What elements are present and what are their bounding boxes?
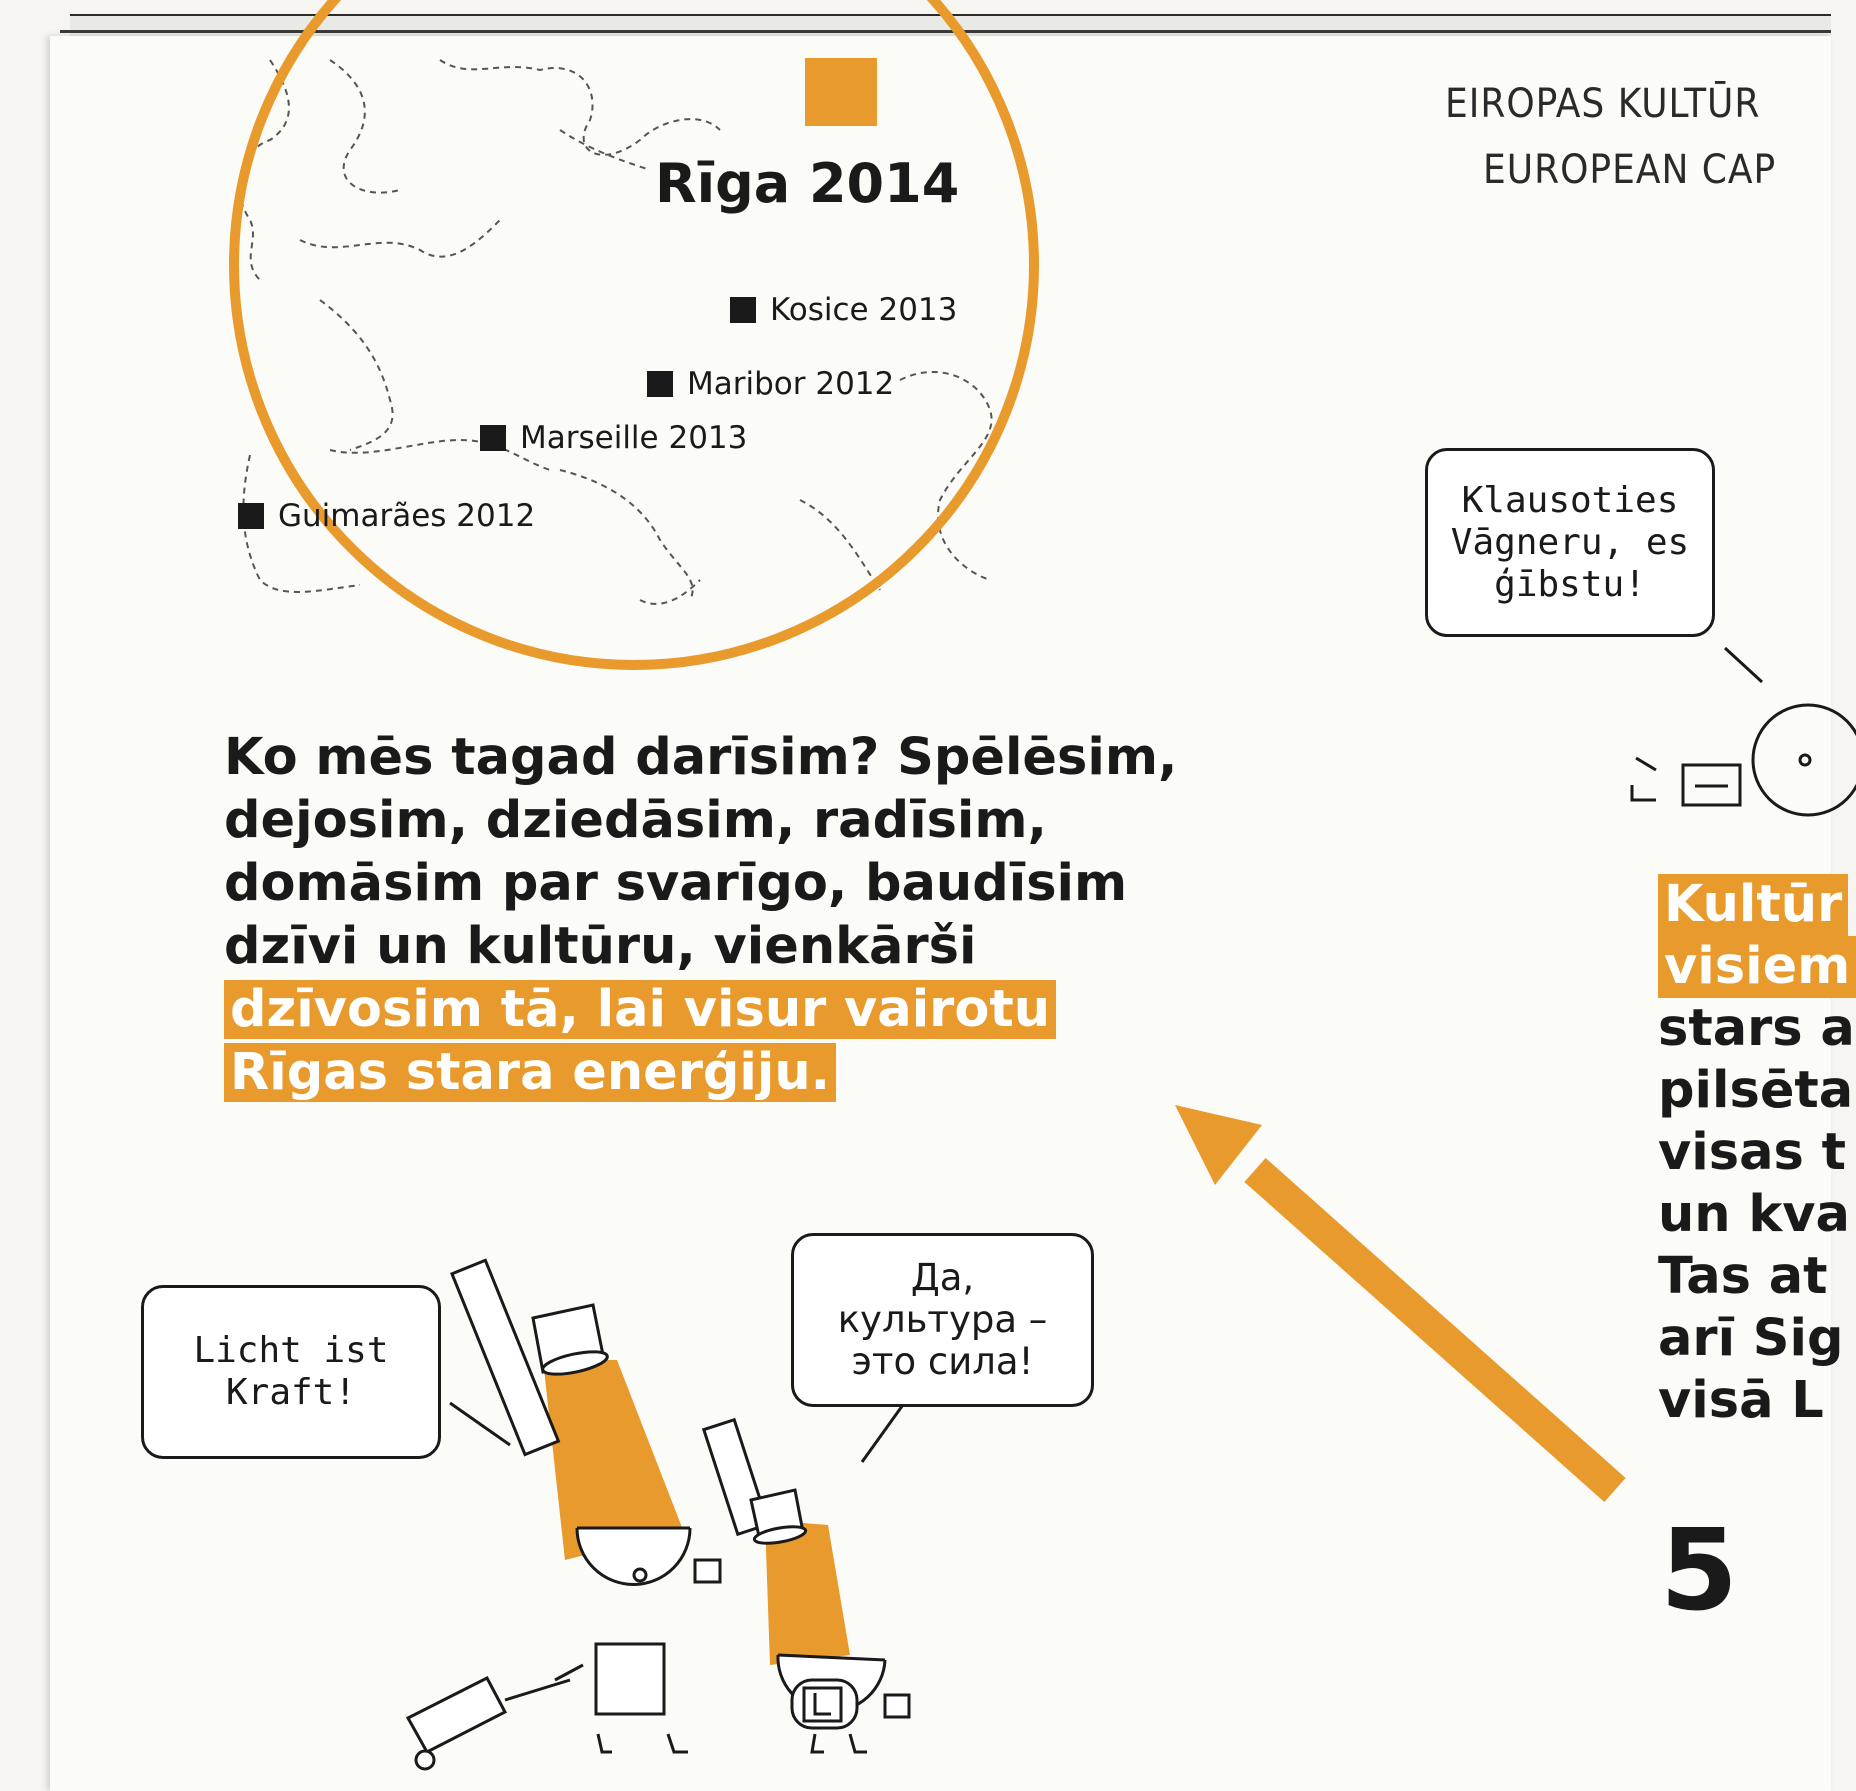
side-line: pilsēta [1658,1061,1854,1120]
city-label-maribor [647,366,894,402]
city-label-text: Guimarães 2012 [278,498,536,534]
side-line: visā L [1658,1371,1824,1430]
city-marker-icon [730,297,756,323]
character-flashlight-small [704,1420,909,1752]
city-label-text: Kosice 2013 [770,292,958,328]
side-line: arī Sig [1658,1309,1844,1368]
speech-bubble-german [141,1285,441,1459]
main-line: Ko mēs tagad darīsim? Spēlēsim, [224,728,1178,787]
city-label-text: Maribor 2012 [687,366,895,402]
map-circle [234,0,1034,665]
main-line: dejosim, dziedāsim, radīsim, [224,791,1047,850]
highlighted-line: dzīvosim tā, lai visur vairotu [224,980,1056,1039]
bubble-line: Licht ist [193,1330,389,1371]
side-highlight-line: Kultūr [1658,874,1848,936]
side-line: stars a [1658,999,1855,1058]
bubble-line: это сила! [851,1340,1034,1383]
map-title: Rīga 2014 [655,152,960,215]
side-line: un kva [1658,1185,1850,1244]
city-marker-icon [480,425,506,451]
main-line: dzīvi un kultūru, vienkārši [224,917,977,976]
side-line: visas t [1658,1123,1846,1182]
city-label-text: Marseille 2013 [520,420,748,456]
bubble-line: Vāgneru, es [1450,521,1690,563]
bubble-line: культура – [837,1298,1048,1341]
bubble-line: ģībstu! [1494,563,1646,605]
page-stack-edge [60,30,1831,33]
character-right [1632,705,1856,815]
side-highlight-line: visiem [1658,936,1856,998]
side-column-text [1658,874,1856,1432]
header-line-latvian: EIROPAS KULTŪR [1445,81,1761,127]
city-label-guimaraes [238,498,535,534]
city-marker-icon [647,371,673,397]
city-label-kosice [730,292,957,328]
character-flashlight-large [408,1260,720,1769]
bubble-tail-latvian [1725,648,1762,682]
orange-arrow [1175,1105,1615,1490]
bubble-line: Kraft! [225,1372,357,1413]
main-line: domāsim par svarīgo, baudīsim [224,854,1128,913]
riga-marker [805,58,877,126]
page-number: 5 [1660,1506,1738,1636]
bubble-line: Да, [910,1256,975,1299]
bubble-line: Klausoties [1461,479,1679,521]
speech-bubble-latvian [1425,448,1715,637]
booklet-page [50,36,1855,1791]
city-marker-icon [238,503,264,529]
bubble-tail-german [450,1403,510,1445]
side-line: Tas at [1658,1247,1828,1306]
highlighted-line: Rīgas stara enerģiju. [224,1043,836,1102]
city-label-marseille [480,420,747,456]
main-paragraph [224,726,1177,1104]
header-line-english: EUROPEAN CAP [1483,147,1777,193]
speech-bubble-russian [791,1233,1094,1407]
